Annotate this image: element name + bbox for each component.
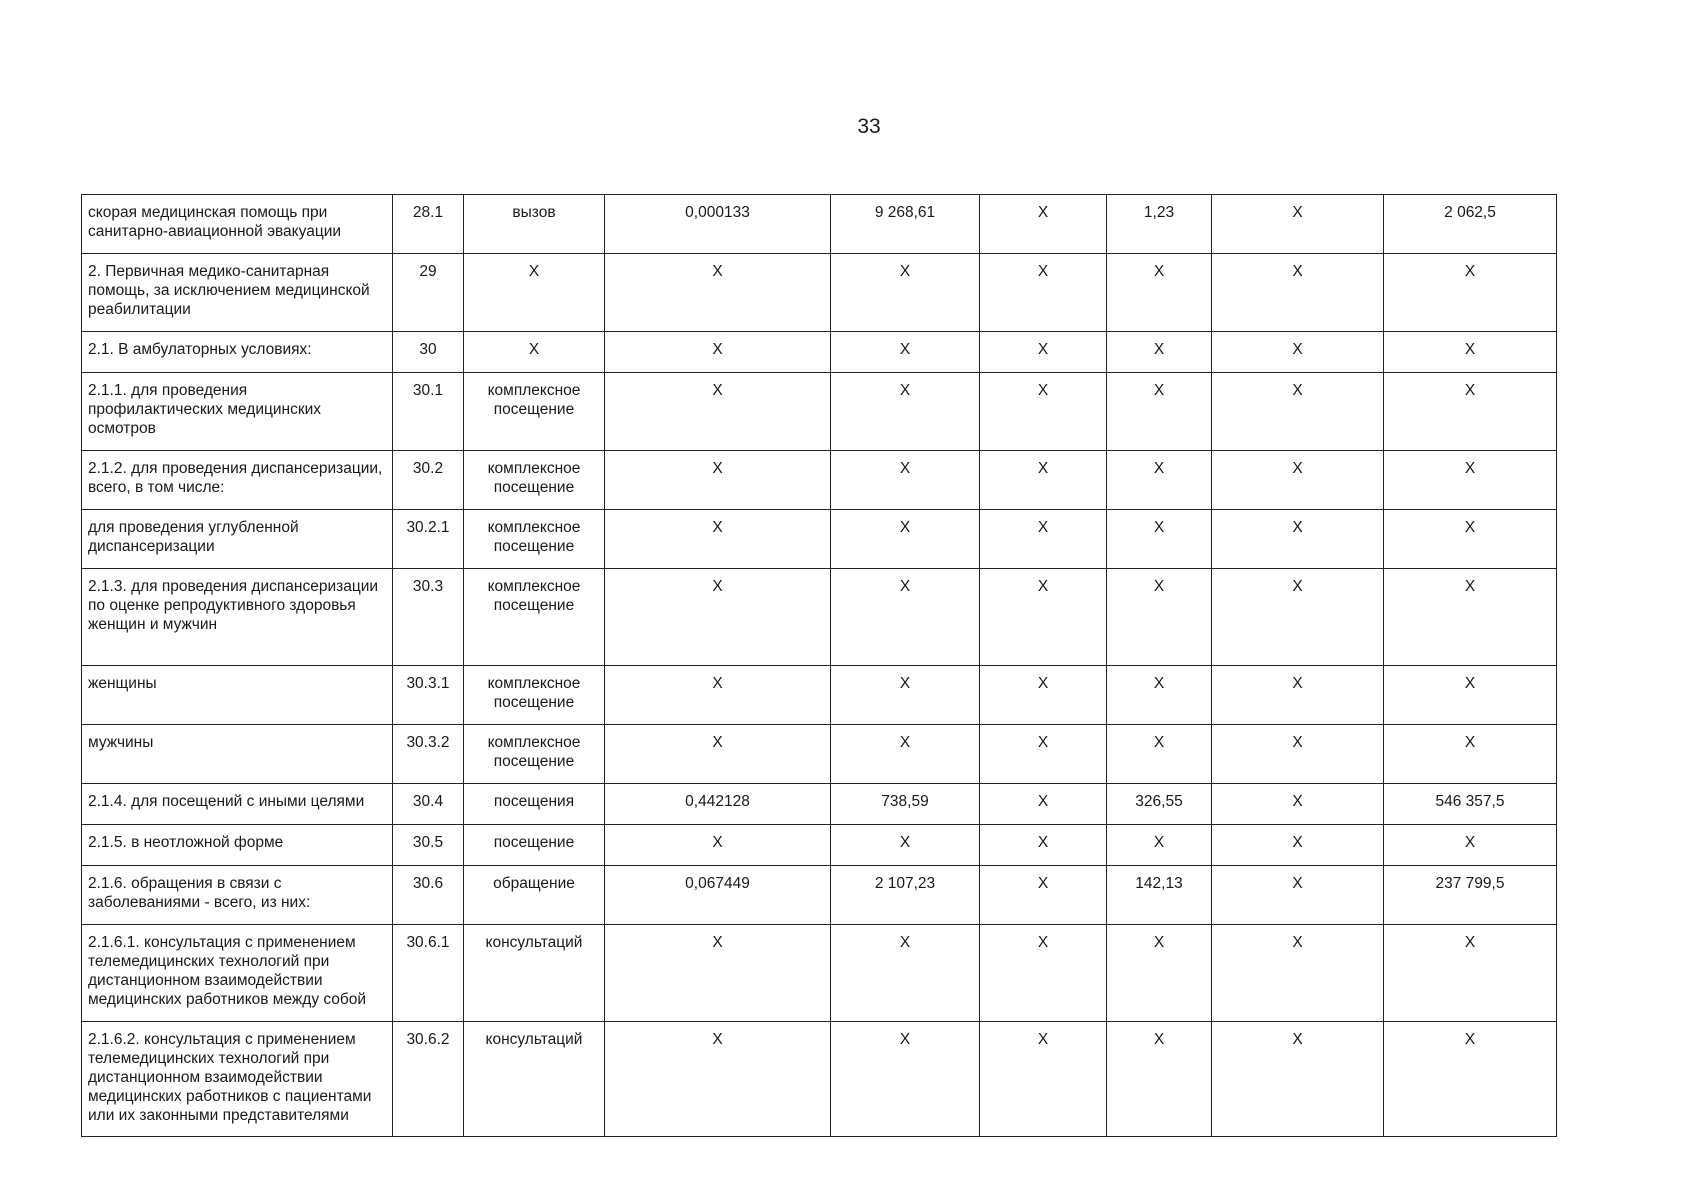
value-cell-6: X [980,1022,1107,1137]
table-row [82,254,1557,332]
value-cell-7: X [1107,510,1212,569]
value-cell-8: X [1212,332,1384,373]
value-cell-5: 738,59 [831,784,980,825]
value-cell-7: X [1107,825,1212,866]
value-cell-5: X [831,725,980,784]
table-row [82,195,1557,254]
value-cell-4: X [605,332,831,373]
table-row [82,451,1557,510]
value-cell-4: X [605,666,831,725]
value-cell-8: X [1212,510,1384,569]
value-cell-9: X [1384,569,1557,666]
code-cell: 30.3.1 [393,666,464,725]
value-cell-8: X [1212,373,1384,451]
value-cell-5: X [831,373,980,451]
value-cell-4: X [605,510,831,569]
value-cell-4: X [605,1022,831,1137]
value-cell-8: X [1212,825,1384,866]
name-cell: для проведения углубленной диспансеризации [82,510,393,569]
code-cell: 30.2 [393,451,464,510]
value-cell-4: X [605,825,831,866]
code-cell: 28.1 [393,195,464,254]
value-cell-8: X [1212,784,1384,825]
value-cell-9: 2 062,5 [1384,195,1557,254]
value-cell-7: 142,13 [1107,866,1212,925]
value-cell-4: 0,000133 [605,195,831,254]
value-cell-7: X [1107,332,1212,373]
value-cell-5: X [831,666,980,725]
value-cell-9: X [1384,725,1557,784]
value-cell-9: X [1384,373,1557,451]
data-table [81,194,1557,1137]
value-cell-5: X [831,254,980,332]
unit-cell: посещения [464,784,605,825]
value-cell-6: X [980,825,1107,866]
value-cell-5: 2 107,23 [831,866,980,925]
name-cell: 2.1.6.1. консультация с применением телемедицинских технологий при дистанционном взаимодействии медицинских работников между собой [82,925,393,1022]
value-cell-7: 326,55 [1107,784,1212,825]
value-cell-9: X [1384,825,1557,866]
code-cell: 30.4 [393,784,464,825]
table-row [82,373,1557,451]
value-cell-8: X [1212,1022,1384,1137]
unit-cell: консультаций [464,925,605,1022]
value-cell-7: X [1107,1022,1212,1137]
value-cell-6: X [980,925,1107,1022]
code-cell: 29 [393,254,464,332]
value-cell-4: X [605,451,831,510]
value-cell-9: X [1384,451,1557,510]
value-cell-8: X [1212,666,1384,725]
value-cell-5: X [831,1022,980,1137]
value-cell-8: X [1212,925,1384,1022]
name-cell: 2.1. В амбулаторных условиях: [82,332,393,373]
value-cell-7: X [1107,451,1212,510]
value-cell-7: X [1107,666,1212,725]
value-cell-6: X [980,451,1107,510]
value-cell-9: X [1384,254,1557,332]
name-cell: 2.1.6. обращения в связи с заболеваниями - всего, из них: [82,866,393,925]
value-cell-4: X [605,725,831,784]
unit-cell: комплексное посещение [464,569,605,666]
value-cell-9: X [1384,332,1557,373]
value-cell-7: X [1107,569,1212,666]
name-cell: 2.1.6.2. консультация с применением телемедицинских технологий при дистанционном взаимодействии медицинских работников с пациентами или их законными представителями [82,1022,393,1137]
name-cell: женщины [82,666,393,725]
unit-cell: консультаций [464,1022,605,1137]
unit-cell: комплексное посещение [464,451,605,510]
table-row [82,784,1557,825]
value-cell-6: X [980,569,1107,666]
unit-cell: комплексное посещение [464,373,605,451]
value-cell-7: 1,23 [1107,195,1212,254]
value-cell-5: 9 268,61 [831,195,980,254]
code-cell: 30.5 [393,825,464,866]
value-cell-5: X [831,510,980,569]
unit-cell: комплексное посещение [464,510,605,569]
value-cell-8: X [1212,725,1384,784]
table-row [82,825,1557,866]
value-cell-6: X [980,373,1107,451]
value-cell-9: X [1384,666,1557,725]
value-cell-8: X [1212,569,1384,666]
value-cell-8: X [1212,195,1384,254]
value-cell-8: X [1212,866,1384,925]
code-cell: 30.6 [393,866,464,925]
unit-cell: X [464,254,605,332]
code-cell: 30 [393,332,464,373]
table-row [82,510,1557,569]
unit-cell: обращение [464,866,605,925]
name-cell: 2.1.5. в неотложной форме [82,825,393,866]
value-cell-6: X [980,510,1107,569]
value-cell-4: 0,442128 [605,784,831,825]
unit-cell: комплексное посещение [464,725,605,784]
value-cell-4: X [605,254,831,332]
unit-cell: вызов [464,195,605,254]
value-cell-4: X [605,373,831,451]
value-cell-9: 546 357,5 [1384,784,1557,825]
value-cell-9: X [1384,1022,1557,1137]
name-cell: скорая медицинская помощь при санитарно-авиационной эвакуации [82,195,393,254]
table-body [82,195,1557,1137]
value-cell-8: X [1212,254,1384,332]
value-cell-4: X [605,925,831,1022]
code-cell: 30.2.1 [393,510,464,569]
unit-cell: комплексное посещение [464,666,605,725]
name-cell: 2.1.2. для проведения диспансеризации, всего, в том числе: [82,451,393,510]
value-cell-7: X [1107,254,1212,332]
table-row [82,1022,1557,1137]
code-cell: 30.6.2 [393,1022,464,1137]
table-row [82,866,1557,925]
name-cell: 2.1.4. для посещений с иными целями [82,784,393,825]
value-cell-7: X [1107,373,1212,451]
value-cell-9: X [1384,510,1557,569]
table-row [82,666,1557,725]
code-cell: 30.3.2 [393,725,464,784]
value-cell-6: X [980,666,1107,725]
name-cell: 2. Первичная медико-санитарная помощь, за исключением медицинской реабилитации [82,254,393,332]
value-cell-9: 237 799,5 [1384,866,1557,925]
unit-cell: посещение [464,825,605,866]
value-cell-5: X [831,451,980,510]
value-cell-4: 0,067449 [605,866,831,925]
value-cell-5: X [831,825,980,866]
name-cell: мужчины [82,725,393,784]
unit-cell: X [464,332,605,373]
code-cell: 30.3 [393,569,464,666]
value-cell-5: X [831,569,980,666]
value-cell-4: X [605,569,831,666]
page-number: 33 [857,115,881,138]
value-cell-6: X [980,195,1107,254]
value-cell-6: X [980,866,1107,925]
value-cell-7: X [1107,725,1212,784]
value-cell-8: X [1212,451,1384,510]
table-row [82,332,1557,373]
value-cell-5: X [831,332,980,373]
value-cell-6: X [980,254,1107,332]
code-cell: 30.1 [393,373,464,451]
table-row [82,569,1557,666]
value-cell-9: X [1384,925,1557,1022]
table-row [82,925,1557,1022]
code-cell: 30.6.1 [393,925,464,1022]
name-cell: 2.1.1. для проведения профилактических медицинских осмотров [82,373,393,451]
value-cell-6: X [980,784,1107,825]
table-row [82,725,1557,784]
name-cell: 2.1.3. для проведения диспансеризации по оценке репродуктивного здоровья женщин и мужчин [82,569,393,666]
value-cell-6: X [980,332,1107,373]
value-cell-7: X [1107,925,1212,1022]
value-cell-6: X [980,725,1107,784]
value-cell-5: X [831,925,980,1022]
